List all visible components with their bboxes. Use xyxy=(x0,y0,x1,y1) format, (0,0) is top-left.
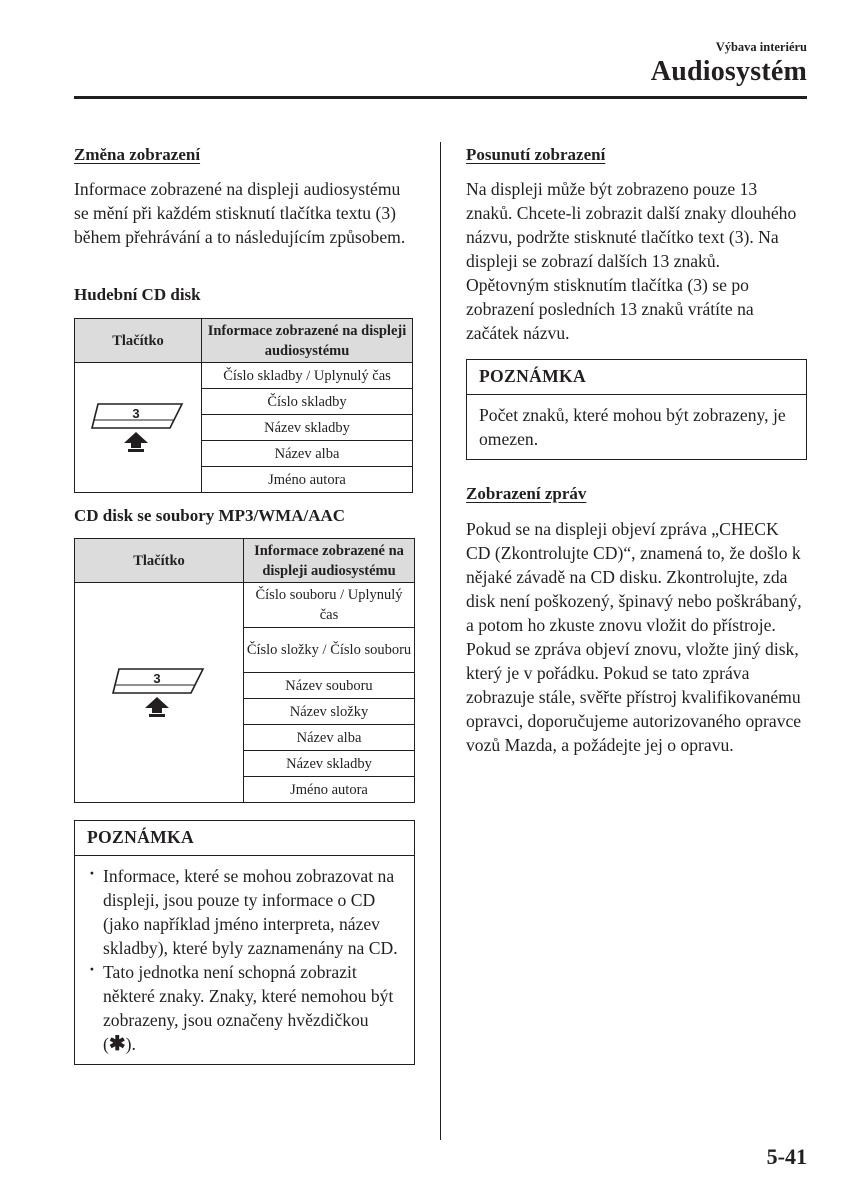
change-display-heading: Změna zobrazení xyxy=(74,145,201,164)
cd-info-table xyxy=(74,318,413,493)
table-cell: Číslo složky / Číslo souboru xyxy=(244,628,415,673)
table-cell: Název složky xyxy=(244,699,415,725)
asterisk-icon: ✱ xyxy=(108,1033,126,1055)
table-header-info: Informace zobrazené na displeji audiosystému xyxy=(244,539,415,583)
text-button-icon xyxy=(90,398,186,458)
text-button-icon xyxy=(111,663,207,723)
messages-text: Pokud se na displeji objeví zpráva „CHECK CD (Zkontrolujte CD)“, znamená to, že došlo k nějaké závadě na CD disku. Zkontrolujte, zda disk není poškozený, špinavý nebo poškrábaný, a potom ho zkuste znovu vložit do přístroje. Pokud se zpráva objeví znovu, vložte jiný disk, který je v pořádku. Pokud se tato zpráva zobrazuje stále, svěřte přístroj kvalifikovanému opravci, doporučujeme autorizovaného opravce vozů Mazda, a požádejte jej o opravu. xyxy=(466,519,802,755)
note-title: POZNÁMKA xyxy=(467,360,806,395)
page-number: 5-41 xyxy=(766,1144,807,1169)
note-body xyxy=(75,856,414,1064)
button-3-illustration xyxy=(75,363,202,493)
title-rule xyxy=(74,96,807,99)
table-cell: Číslo skladby xyxy=(202,389,413,415)
mp3-info-table xyxy=(74,538,415,803)
table-cell: Název souboru xyxy=(244,673,415,699)
change-display-text: Informace zobrazené na displeji audiosystému se mění při každém stisknutí tlačítka textu (3) během přehrávání a to následujícím způsobem. xyxy=(74,179,406,247)
table-cell: Číslo souboru / Uplynulý čas xyxy=(244,583,415,628)
page-title: Audiosystém xyxy=(650,56,807,87)
table-cell: Název skladby xyxy=(202,415,413,441)
section-label: Výbava interiéru xyxy=(715,40,807,54)
table-header-info: Informace zobrazené na displeji audiosystému xyxy=(202,319,413,363)
note-box xyxy=(74,820,415,1065)
note-body: Počet znaků, které mohou být zobrazeny, je omezen. xyxy=(479,405,786,449)
table-cell: Jméno autora xyxy=(202,467,413,493)
note-box xyxy=(466,359,807,460)
table-header-button: Tlačítko xyxy=(75,539,244,583)
note-item: · Informace, které se mohou zobrazovat na displeji, jsou pouze ty informace o CD (jako například jméno interpreta, název skladby), které byly zaznamenány na CD. xyxy=(89,863,398,958)
messages-heading: Zobrazení zpráv xyxy=(466,484,587,503)
button-number: 3 xyxy=(132,405,140,421)
note-title: POZNÁMKA xyxy=(75,821,414,856)
button-number: 3 xyxy=(153,670,161,686)
scroll-heading: Posunutí zobrazení xyxy=(466,145,606,164)
mp3-table-heading: CD disk se soubory MP3/WMA/AAC xyxy=(74,506,346,525)
table-cell: Název skladby xyxy=(244,751,415,777)
table-header-button: Tlačítko xyxy=(75,319,202,363)
table-cell: Jméno autora xyxy=(244,777,415,803)
scroll-text: Na displeji může být zobrazeno pouze 13 znaků. Chcete-li zobrazit další znaky dlouhého názvu, podržte stisknuté tlačítko text (3). Na displeji se zobrazí dalších 13 znaků. Opětovným stisknutím tlačítka (3) se po zobrazení posledních 13 znaků vrátíte na začátek názvu. xyxy=(466,179,797,343)
table-cell: Název alba xyxy=(244,725,415,751)
column-divider xyxy=(440,142,441,1140)
table-cell: Číslo skladby / Uplynulý čas xyxy=(202,363,413,389)
note-item: · Tato jednotka není schopná zobrazit některé znaky. Znaky, které nemohou být zobrazeny, jsou označeny hvězdičkou (✱). xyxy=(89,959,394,1055)
button-3-illustration xyxy=(75,583,244,803)
cd-table-heading: Hudební CD disk xyxy=(74,285,201,304)
table-cell: Název alba xyxy=(202,441,413,467)
